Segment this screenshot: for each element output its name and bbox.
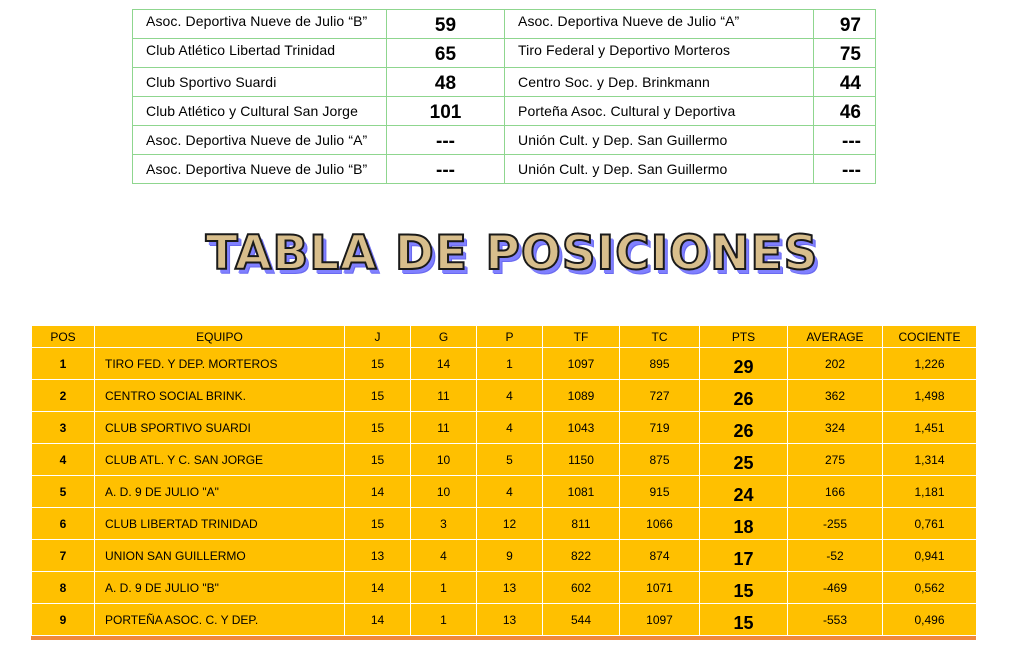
away-score: --- (814, 155, 876, 184)
cell-pos: 7 (32, 540, 95, 572)
home-team: Asoc. Deportiva Nueve de Julio “B” (133, 155, 387, 184)
cell-points: 15 (700, 604, 788, 636)
result-row (133, 155, 876, 184)
cell-pos: 3 (32, 412, 95, 444)
cell-won: 1 (411, 604, 477, 636)
cell-pos: 5 (32, 476, 95, 508)
cell-pos: 9 (32, 604, 95, 636)
home-score: 65 (387, 39, 505, 68)
cell-points-against: 719 (620, 412, 700, 444)
cell-team: UNION SAN GUILLERMO (95, 540, 345, 572)
header-points-for: TF (543, 326, 620, 348)
away-score: 75 (814, 39, 876, 68)
away-team: Porteña Asoc. Cultural y Deportiva (505, 97, 814, 126)
cell-points-for: 602 (543, 572, 620, 604)
cell-points: 24 (700, 476, 788, 508)
cell-played: 14 (345, 572, 411, 604)
cell-pos: 6 (32, 508, 95, 540)
header-played: J (345, 326, 411, 348)
header-average: AVERAGE (788, 326, 883, 348)
cell-lost: 9 (477, 540, 543, 572)
cell-points-for: 822 (543, 540, 620, 572)
cell-points: 25 (700, 444, 788, 476)
result-row (133, 10, 876, 39)
header-team: EQUIPO (95, 326, 345, 348)
cell-lost: 12 (477, 508, 543, 540)
home-score: 101 (387, 97, 505, 126)
result-row (133, 97, 876, 126)
home-team: Club Sportivo Suardi (133, 68, 387, 97)
home-score: 59 (387, 10, 505, 39)
cell-lost: 5 (477, 444, 543, 476)
cell-average: 166 (788, 476, 883, 508)
cell-points: 17 (700, 540, 788, 572)
cell-lost: 4 (477, 412, 543, 444)
cell-ratio: 0,562 (883, 572, 977, 604)
cell-team: CLUB LIBERTAD TRINIDAD (95, 508, 345, 540)
cell-ratio: 1,314 (883, 444, 977, 476)
table-row (32, 412, 977, 444)
cell-points: 26 (700, 412, 788, 444)
away-score: 97 (814, 10, 876, 39)
away-score: 46 (814, 97, 876, 126)
cell-points-against: 1071 (620, 572, 700, 604)
result-row (133, 68, 876, 97)
away-score: 44 (814, 68, 876, 97)
cell-team: CLUB ATL. Y C. SAN JORGE (95, 444, 345, 476)
cell-points-for: 811 (543, 508, 620, 540)
cell-points-for: 1089 (543, 380, 620, 412)
results-table (132, 9, 876, 184)
standings-table (31, 325, 977, 636)
away-score: --- (814, 126, 876, 155)
header-pos: POS (32, 326, 95, 348)
page-title: TABLA DE POSICIONES (205, 226, 819, 281)
cell-ratio: 0,941 (883, 540, 977, 572)
cell-average: 202 (788, 348, 883, 380)
cell-points-against: 1066 (620, 508, 700, 540)
cell-ratio: 1,498 (883, 380, 977, 412)
table-row (32, 508, 977, 540)
cell-ratio: 0,761 (883, 508, 977, 540)
header-ratio: COCIENTE (883, 326, 977, 348)
cell-points-against: 895 (620, 348, 700, 380)
table-row (32, 604, 977, 636)
table-row (32, 348, 977, 380)
table-row (32, 572, 977, 604)
header-points: PTS (700, 326, 788, 348)
results-body (133, 10, 876, 184)
cell-lost: 1 (477, 348, 543, 380)
cell-won: 3 (411, 508, 477, 540)
cell-points: 15 (700, 572, 788, 604)
cell-points: 26 (700, 380, 788, 412)
cell-average: -52 (788, 540, 883, 572)
result-row (133, 126, 876, 155)
cell-average: -469 (788, 572, 883, 604)
cell-pos: 8 (32, 572, 95, 604)
header-won: G (411, 326, 477, 348)
cell-average: -553 (788, 604, 883, 636)
cell-won: 1 (411, 572, 477, 604)
cell-won: 4 (411, 540, 477, 572)
cell-ratio: 1,181 (883, 476, 977, 508)
cell-lost: 13 (477, 572, 543, 604)
cell-lost: 13 (477, 604, 543, 636)
cell-points: 18 (700, 508, 788, 540)
away-team: Asoc. Deportiva Nueve de Julio “A” (505, 10, 814, 39)
standings-body (32, 348, 977, 636)
home-team: Club Atlético Libertad Trinidad (133, 39, 387, 68)
cell-played: 14 (345, 604, 411, 636)
table-row (32, 444, 977, 476)
header-lost: P (477, 326, 543, 348)
cell-team: TIRO FED. Y DEP. MORTEROS (95, 348, 345, 380)
home-score: 48 (387, 68, 505, 97)
cell-points-against: 1097 (620, 604, 700, 636)
cell-won: 11 (411, 380, 477, 412)
cell-pos: 2 (32, 380, 95, 412)
table-row (32, 380, 977, 412)
home-team: Asoc. Deportiva Nueve de Julio “A” (133, 126, 387, 155)
cell-points: 29 (700, 348, 788, 380)
cell-points-against: 915 (620, 476, 700, 508)
cell-points-for: 1043 (543, 412, 620, 444)
cell-pos: 4 (32, 444, 95, 476)
away-team: Unión Cult. y Dep. San Guillermo (505, 155, 814, 184)
cell-average: -255 (788, 508, 883, 540)
cell-ratio: 1,451 (883, 412, 977, 444)
cell-ratio: 0,496 (883, 604, 977, 636)
cell-points-against: 874 (620, 540, 700, 572)
table-row (32, 476, 977, 508)
cell-team: CENTRO SOCIAL BRINK. (95, 380, 345, 412)
home-team: Asoc. Deportiva Nueve de Julio “B” (133, 10, 387, 39)
cell-played: 13 (345, 540, 411, 572)
cell-lost: 4 (477, 380, 543, 412)
cell-played: 14 (345, 476, 411, 508)
cell-points-for: 1150 (543, 444, 620, 476)
cell-points-for: 1081 (543, 476, 620, 508)
cell-won: 14 (411, 348, 477, 380)
home-score: --- (387, 155, 505, 184)
cell-points-against: 727 (620, 380, 700, 412)
cell-average: 275 (788, 444, 883, 476)
away-team: Centro Soc. y Dep. Brinkmann (505, 68, 814, 97)
away-team: Tiro Federal y Deportivo Morteros (505, 39, 814, 68)
cell-lost: 4 (477, 476, 543, 508)
result-row (133, 39, 876, 68)
table-row (32, 540, 977, 572)
cell-points-against: 875 (620, 444, 700, 476)
cell-played: 15 (345, 380, 411, 412)
cell-pos: 1 (32, 348, 95, 380)
cell-team: A. D. 9 DE JULIO "B" (95, 572, 345, 604)
bottom-rule (31, 636, 976, 640)
cell-played: 15 (345, 348, 411, 380)
standings-header-row (32, 326, 977, 348)
header-points-against: TC (620, 326, 700, 348)
cell-played: 15 (345, 412, 411, 444)
cell-played: 15 (345, 508, 411, 540)
cell-points-for: 1097 (543, 348, 620, 380)
cell-played: 15 (345, 444, 411, 476)
cell-won: 10 (411, 444, 477, 476)
away-team: Unión Cult. y Dep. San Guillermo (505, 126, 814, 155)
cell-team: PORTEÑA ASOC. C. Y DEP. (95, 604, 345, 636)
home-team: Club Atlético y Cultural San Jorge (133, 97, 387, 126)
cell-average: 324 (788, 412, 883, 444)
cell-ratio: 1,226 (883, 348, 977, 380)
cell-average: 362 (788, 380, 883, 412)
cell-won: 10 (411, 476, 477, 508)
cell-team: CLUB SPORTIVO SUARDI (95, 412, 345, 444)
cell-won: 11 (411, 412, 477, 444)
cell-team: A. D. 9 DE JULIO "A" (95, 476, 345, 508)
cell-points-for: 544 (543, 604, 620, 636)
home-score: --- (387, 126, 505, 155)
